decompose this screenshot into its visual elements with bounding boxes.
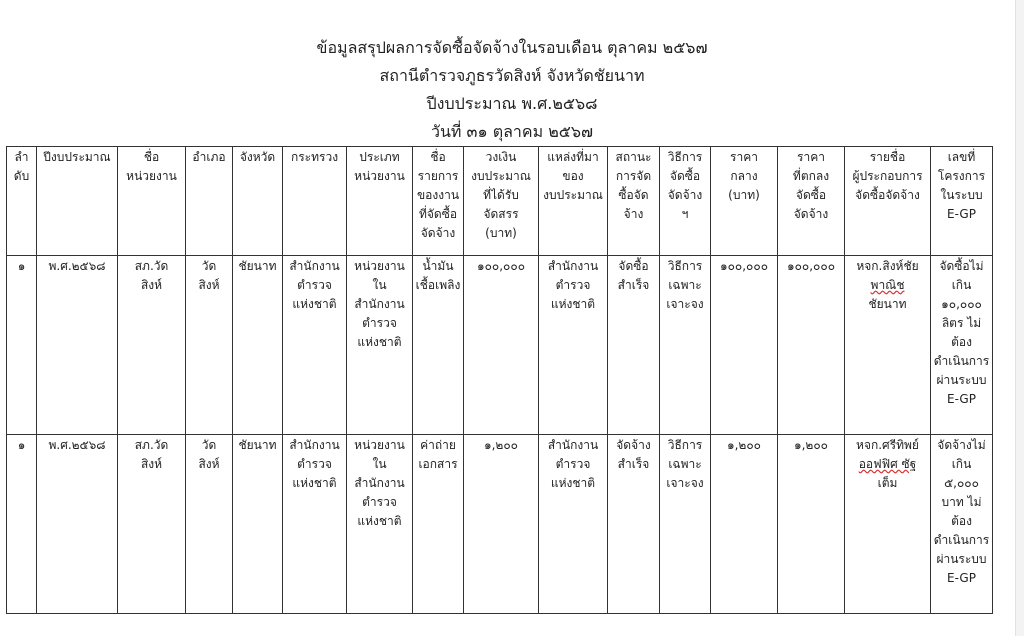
- cell-text-line: ต้อง: [951, 335, 972, 349]
- cell-text-line: ดำเนินการ: [933, 354, 990, 368]
- column-header: [37, 147, 118, 256]
- cell-text-line: สำนักงาน: [289, 259, 340, 273]
- column-header: [778, 147, 845, 256]
- table-cell: [186, 256, 233, 435]
- cell-text-line: จัดจ้าง: [616, 438, 651, 452]
- cell-text-line: เกิน: [951, 278, 972, 292]
- cell-text-line: สิงห์: [198, 278, 220, 292]
- cell-text-line: ต้อง: [951, 514, 972, 528]
- column-header-line: ซื้อจัด: [618, 188, 649, 202]
- cell-text-line: สำนักงาน: [547, 438, 599, 452]
- cell-text-line: วัด: [201, 259, 217, 273]
- cell-text-line: ๑๐๐,๐๐๐: [786, 259, 836, 273]
- cell-text-line: ดำเนินการ: [933, 533, 990, 547]
- table-cell: [931, 256, 993, 435]
- cell-text-line: หน่วยงาน: [354, 259, 405, 273]
- table-cell: [660, 256, 711, 435]
- cell-text-line: น้ำมัน: [422, 259, 454, 273]
- column-header: [660, 147, 711, 256]
- cell-text-line: พ.ศ.๒๕๖๘: [48, 438, 106, 452]
- table-cell: [413, 256, 464, 435]
- cell-text-line: หจก.ศรีทิพย์: [856, 438, 919, 452]
- table-cell: [608, 435, 660, 614]
- column-header-line: จัดจ้าง: [420, 226, 456, 240]
- table-cell: [539, 435, 608, 614]
- cell-text-line: ตำรวจ: [362, 316, 397, 330]
- cell-text-line: สำนักงาน: [354, 476, 405, 490]
- cell-text-line: จัดซื้อ: [618, 259, 649, 273]
- column-header: [186, 147, 233, 256]
- cell-text-line: สำนักงาน: [289, 438, 340, 452]
- cell-text-line: วัด: [201, 438, 217, 452]
- cell-text-line: ๑,๒๐๐: [484, 438, 518, 452]
- cell-text-line: ๑,๒๐๐: [727, 438, 761, 452]
- report-title: ข้อมูลสรุปผลการจัดซื้อจัดจ้างในรอบเดือน ตุลาคม ๒๕๖๗: [316, 38, 708, 57]
- vertical-scrollbar[interactable]: [1015, 0, 1024, 636]
- column-header: [7, 147, 37, 256]
- cell-text-line: สำนักงาน: [547, 259, 599, 273]
- cell-text-line: ตำรวจ: [297, 278, 332, 292]
- column-header-line: ราคา: [797, 150, 825, 164]
- column-header-line: ดับ: [13, 169, 30, 183]
- cell-text-line: เจาะจง: [666, 297, 704, 311]
- column-header-line: โครงการ: [937, 169, 986, 183]
- column-header-line: เลขที่: [947, 150, 976, 164]
- column-header-line: ประเภท: [359, 150, 400, 164]
- cell-text-line: ชัยนาท: [238, 438, 277, 452]
- cell-text-line: วิธีการ: [667, 259, 703, 273]
- cell-text-line: เฉพาะ: [668, 457, 702, 471]
- table-cell: [539, 256, 608, 435]
- column-header-line: วงเงิน: [485, 150, 517, 164]
- cell-text-line: วิธีการ: [667, 438, 703, 452]
- cell-text-line: ๑: [17, 438, 26, 452]
- column-header: [608, 147, 660, 256]
- column-header-line: กระทรวง: [290, 150, 339, 164]
- table-cell: [7, 256, 37, 435]
- cell-text-line: ๑: [17, 259, 26, 273]
- column-header-line: กลาง: [730, 169, 758, 183]
- column-header-line: หน่วยงาน: [354, 169, 405, 183]
- table-cell: [347, 256, 413, 435]
- cell-text-line: เจาะจง: [666, 476, 704, 490]
- fiscal-year: ปีงบประมาณ พ.ศ.๒๕๖๘: [426, 94, 598, 113]
- cell-text-line: แห่งชาติ: [292, 297, 337, 311]
- column-header-line: แหล่งที่มา: [547, 150, 599, 164]
- column-header-line: การจัด: [615, 169, 652, 183]
- column-header-line: จัดจ้าง: [793, 207, 829, 221]
- table-cell: [845, 256, 931, 435]
- column-header-line: E-GP: [947, 207, 976, 221]
- cell-text-line: ๑๐๐,๐๐๐: [476, 259, 526, 273]
- table-cell: [37, 435, 118, 614]
- column-header-line: ปีงบประมาณ: [43, 150, 111, 164]
- column-header-line: จ้าง: [623, 207, 644, 221]
- table-cell: [711, 256, 778, 435]
- table-cell: [464, 256, 539, 435]
- column-header-line: ผู้ประกอบการ: [852, 169, 923, 183]
- column-header: [464, 147, 539, 256]
- cell-text-line: สำเร็จ: [617, 457, 650, 471]
- cell-text-line: ชัยนาท: [238, 259, 277, 273]
- column-header: [711, 147, 778, 256]
- table-cell: [464, 435, 539, 614]
- table-cell: [711, 435, 778, 614]
- column-header-line: รายการ: [417, 169, 459, 183]
- column-header: [539, 147, 608, 256]
- column-header-line: จังหวัด: [239, 150, 276, 164]
- cell-text-line: ตำรวจ: [297, 457, 332, 471]
- cell-text-line: จัดจ้างไม่: [937, 438, 986, 452]
- column-header-line: ของงาน: [416, 188, 460, 202]
- table-cell: [778, 435, 845, 614]
- report-date: วันที่ ๓๑ ตุลาคม ๒๕๖๗: [430, 122, 594, 141]
- table-cell: [7, 435, 37, 614]
- table-cell: [186, 435, 233, 614]
- cell-text-line: แห่งชาติ: [292, 476, 337, 490]
- cell-text-line: สิงห์: [140, 278, 163, 292]
- table-cell: [233, 256, 283, 435]
- table-cell: [118, 435, 186, 614]
- column-header-line: ที่ตกลง: [792, 169, 830, 183]
- cell-text-line: เอกสาร: [418, 457, 458, 471]
- cell-text-line: ออฟฟิศ ซัฐ: [858, 457, 917, 471]
- column-header-line: วิธีการ: [667, 150, 703, 164]
- cell-text-line: ตำรวจ: [555, 457, 591, 471]
- column-header-line: ชื่อ: [430, 150, 446, 164]
- cell-text-line: ใน: [372, 457, 387, 471]
- table-row: [7, 256, 993, 435]
- table-cell: [118, 256, 186, 435]
- column-header-line: (บาท): [728, 188, 760, 202]
- column-header-line: จัดซื้อจัดจ้าง: [855, 188, 920, 202]
- station-name: สถานีตำรวจภูธรวัดสิงห์ จังหวัดชัยนาท: [379, 66, 645, 85]
- cell-text-line: เกิน: [951, 457, 972, 471]
- cell-text-line: ตำรวจ: [555, 278, 591, 292]
- cell-text-line: ตำรวจ: [362, 495, 397, 509]
- report-header: [0, 34, 1024, 146]
- cell-text-line: ค่าถ่าย: [420, 438, 456, 452]
- cell-text-line: สิงห์: [140, 457, 163, 471]
- column-header-line: จัดซื้อ: [669, 169, 701, 183]
- cell-text-line: แห่งชาติ: [550, 297, 596, 311]
- cell-text-line: สภ.วัด: [134, 259, 169, 273]
- column-header-line: ในระบบ: [940, 188, 983, 202]
- table-cell: [845, 435, 931, 614]
- cell-text-line: เฉพาะ: [668, 278, 702, 292]
- cell-text-line: แห่งชาติ: [357, 335, 402, 349]
- column-header: [845, 147, 931, 256]
- column-header-line: ชื่อ: [143, 150, 160, 164]
- cell-text-line: สภ.วัด: [134, 438, 169, 452]
- cell-text-line: จัดซื้อไม่: [939, 259, 984, 273]
- cell-text-line: แห่งชาติ: [550, 476, 596, 490]
- column-header: [233, 147, 283, 256]
- column-header-line: อำเภอ: [192, 150, 226, 164]
- table-row: [7, 435, 993, 614]
- table-cell: [931, 435, 993, 614]
- column-header-line: จัดจ้าง: [667, 188, 703, 202]
- cell-text-line: E-GP: [947, 571, 976, 585]
- cell-text-line: เชื้อเพลิง: [415, 278, 461, 292]
- cell-text-line: ๕,๐๐๐: [944, 476, 979, 490]
- column-header-line: ที่ได้รับ: [483, 188, 519, 202]
- cell-text-line: พ.ศ.๒๕๖๘: [48, 259, 106, 273]
- table-cell: [233, 435, 283, 614]
- cell-text-line: ๑๐,๐๐๐: [941, 297, 982, 311]
- table-cell: [413, 435, 464, 614]
- column-header-line: จัดสรร: [483, 207, 519, 221]
- table-cell: [778, 256, 845, 435]
- table-header-row: [7, 147, 993, 256]
- cell-text-line: E-GP: [947, 392, 976, 406]
- cell-text-line: ๑๐๐,๐๐๐: [719, 259, 769, 273]
- cell-text-line: ๑,๒๐๐: [794, 438, 828, 452]
- cell-text-line: สำเร็จ: [617, 278, 650, 292]
- column-header: [413, 147, 464, 256]
- column-header-line: ราคา: [730, 150, 758, 164]
- column-header-line: ลำ: [14, 150, 29, 164]
- column-header-line: (บาท): [485, 226, 517, 240]
- column-header: [931, 147, 993, 256]
- cell-text-line: หน่วยงาน: [354, 438, 405, 452]
- column-header-line: รายชื่อ: [869, 150, 906, 164]
- column-header-line: ที่จัดซื้อ: [418, 207, 458, 221]
- column-header-line: งบประมาณ: [471, 169, 531, 183]
- column-header-line: งบประมาณ: [543, 188, 603, 202]
- cell-text-line: ชัยนาท: [868, 297, 907, 311]
- column-header-line: ฯ: [681, 207, 689, 221]
- table-cell: [347, 435, 413, 614]
- cell-text-line: ผ่านระบบ: [936, 373, 987, 387]
- cell-text-line: เต็ม: [877, 476, 898, 490]
- table-cell: [608, 256, 660, 435]
- table-cell: [37, 256, 118, 435]
- table-cell: [283, 435, 347, 614]
- cell-text-line: บาท ไม่: [941, 495, 982, 509]
- cell-text-line: แห่งชาติ: [357, 514, 402, 528]
- cell-text-line: ลิตร ไม่: [941, 316, 982, 330]
- column-header: [347, 147, 413, 256]
- column-header-line: หน่วยงาน: [126, 169, 177, 183]
- table-cell: [660, 435, 711, 614]
- cell-text-line: พาณิช: [870, 278, 905, 292]
- cell-text-line: หจก.สิงห์ชัย: [856, 259, 919, 273]
- column-header-line: สถานะ: [615, 150, 652, 164]
- column-header-line: ของ: [562, 169, 584, 183]
- procurement-table: [6, 146, 993, 614]
- table-cell: [283, 256, 347, 435]
- cell-text-line: สิงห์: [198, 457, 220, 471]
- column-header-line: จัดซื้อ: [795, 188, 827, 202]
- column-header: [283, 147, 347, 256]
- column-header: [118, 147, 186, 256]
- cell-text-line: สำนักงาน: [354, 297, 405, 311]
- cell-text-line: ผ่านระบบ: [936, 552, 987, 566]
- cell-text-line: ใน: [372, 278, 387, 292]
